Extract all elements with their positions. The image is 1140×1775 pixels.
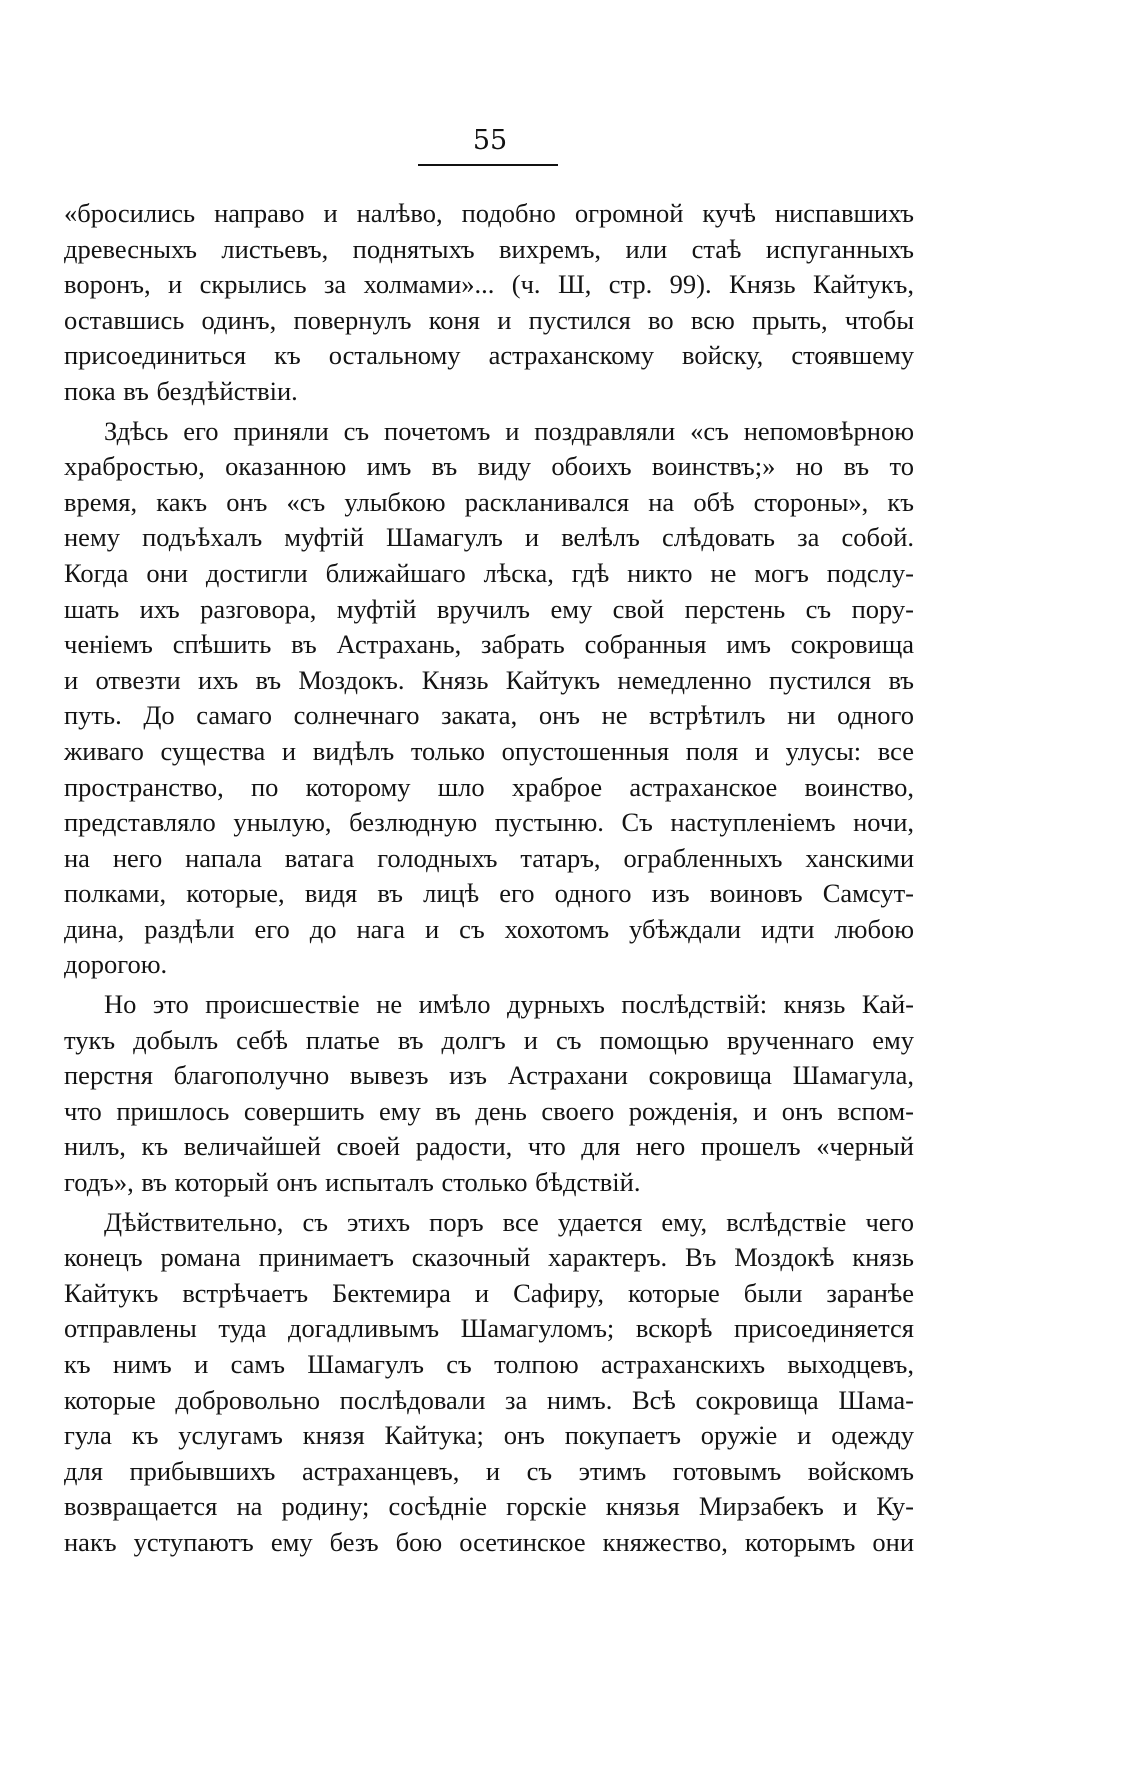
text-line: представляло унылую, безлюдную пустыню. Съ наступленіемъ ночи, [64, 807, 914, 838]
text-line: пока въ бездѣйствіи. [64, 375, 298, 406]
paragraph-4 [64, 1205, 914, 1561]
text-line: годъ», въ который онъ испыталъ столько бѣдствій. [64, 1167, 641, 1198]
text-line: перстня благополучно вывезъ изъ Астрахани сокровища Шамагула, [64, 1060, 914, 1091]
text-line: для прибывшихъ астраханцевъ, и съ этимъ готовымъ войскомъ [64, 1455, 914, 1486]
paragraph-1 [64, 196, 914, 410]
text-line: Здѣсь его приняли съ почетомъ и поздравляли «съ непомовѣрною [104, 415, 914, 446]
text-line: живаго существа и видѣлъ только опустошенныя поля и улусы: все [64, 735, 914, 766]
text-line: нилъ, къ величайшей своей радости, что для него прошелъ «черный [64, 1131, 914, 1162]
text-line: «бросились направо и налѣво, подобно огромной кучѣ ниспавшихъ [64, 198, 914, 228]
text-line: которые добровольно послѣдовали за нимъ. Всѣ сокровища Шама- [64, 1384, 914, 1415]
text-line: древесныхъ листьевъ, поднятыхъ вихремъ, или стаѣ испуганныхъ [64, 233, 914, 264]
text-line: къ нимъ и самъ Шамагулъ съ толпою астраханскихъ выходцевъ, [64, 1349, 914, 1379]
text-line: оставшись одинъ, повернулъ коня и пустился во всю прыть, чтобы [64, 304, 914, 335]
text-line: полками, которые, видя въ лицѣ его одного изъ воиновъ Самсут- [64, 878, 914, 909]
text-line: время, какъ онъ «съ улыбкою раскланивался на обѣ стороны», къ [64, 486, 914, 517]
text-line: Дѣйствительно, съ этихъ поръ все удается ему, вслѣдствіе чего [104, 1206, 914, 1237]
text-line: тукъ добылъ себѣ платье въ долгъ и съ помощью врученнаго ему [64, 1024, 914, 1055]
text-line: дорогою. [64, 949, 168, 980]
text-line: путь. До самаго солнечнаго заката, онъ не встрѣтилъ ни одного [64, 700, 914, 731]
text-line: присоединиться къ остальному астраханскому войску, стоявшему [64, 340, 914, 371]
text-line: Когда они достигли ближайшаго лѣска, гдѣ никто не могъ подслу- [64, 557, 914, 588]
text-line: на него напала ватага голодныхъ татаръ, ограбленныхъ ханскими [64, 842, 914, 873]
text-line: и отвезти ихъ въ Моздокъ. Князь Кайтукъ немедленно пустился въ [64, 664, 914, 695]
text-line: гула къ услугамъ князя Кайтука; онъ покупаетъ оружіе и одежду [64, 1420, 914, 1451]
text-line: воронъ, и скрылись за холмами»... (ч. Ш, стр. 99). Князь Кайтукъ, [64, 269, 914, 300]
text-line: пространство, по которому шло храброе астраханское воинство, [64, 771, 914, 802]
body-text [64, 196, 914, 1561]
text-line: нему подъѣхалъ муфтій Шамагулъ и велѣлъ слѣдовать за собой. [64, 522, 914, 553]
page-number: 55 [472, 125, 508, 156]
paragraph-3 [64, 987, 914, 1201]
text-line: конецъ романа принимаетъ сказочный характеръ. Въ Моздокѣ князь [64, 1242, 914, 1273]
text-line: Кайтукъ встрѣчаетъ Бектемира и Сафиру, которые были заранѣе [64, 1277, 914, 1308]
text-line: храбростью, оказанною имъ въ виду обоихъ воинствъ;» но въ то [64, 451, 914, 482]
text-line: дина, раздѣли его до нага и съ хохотомъ убѣждали идти любою [64, 913, 914, 944]
text-line: возвращается на родину; сосѣдніе горскіе князья Мирзабекъ и Ку- [64, 1491, 914, 1522]
header-rule [418, 164, 558, 166]
paragraph-2 [64, 414, 914, 984]
text-line: Но это происшествіе не имѣло дурныхъ послѣдствій: князь Кай- [104, 989, 914, 1020]
text-line: ченіемъ спѣшить въ Астрахань, забрать собранныя имъ сокровища [64, 629, 914, 660]
text-line: что пришлось совершить ему въ день своего рожденія, и онъ вспом- [64, 1095, 914, 1126]
text-line: отправлены туда догадливымъ Шамагуломъ; вскорѣ присоединяется [64, 1313, 914, 1344]
text-line: шать ихъ разговора, муфтій вручилъ ему свой перстень съ пору- [64, 593, 914, 624]
text-line: накъ уступаютъ ему безъ бою осетинское княжество, которымъ они [64, 1526, 914, 1557]
